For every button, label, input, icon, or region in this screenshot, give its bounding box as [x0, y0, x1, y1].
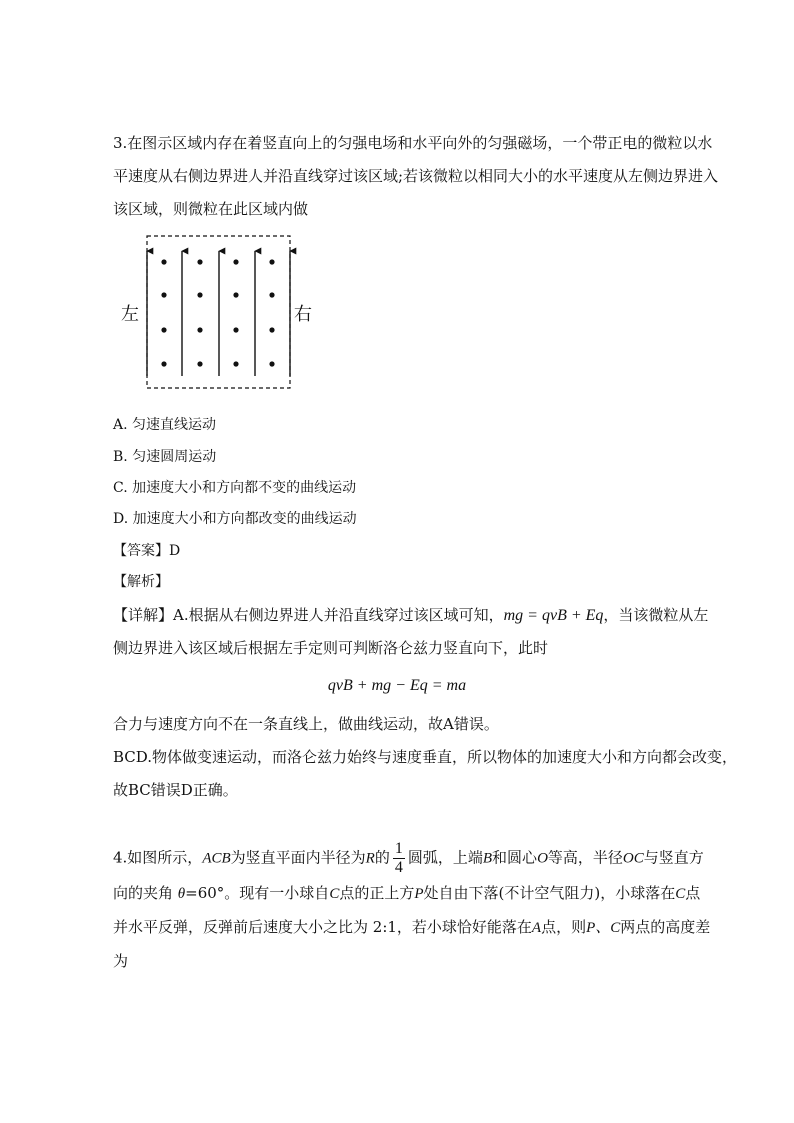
q4-text: 点，则	[541, 918, 587, 936]
q4-text: 圆弧，上端	[407, 848, 483, 867]
field-dot	[161, 292, 166, 297]
q4-text: 4.如图所示，	[113, 848, 203, 867]
field-dot	[197, 327, 202, 332]
q4-text: 两点的高度差	[620, 918, 711, 936]
equation-1: mg = qvB + Eq	[503, 607, 604, 624]
q4-var-theta: θ	[177, 886, 186, 902]
detail-suffix: ，当该微粒从左	[603, 606, 709, 624]
fraction-denominator: 4	[394, 859, 403, 876]
option-c: C. 加速度大小和方向都不变的曲线运动	[113, 480, 357, 496]
left-label: 左	[121, 304, 139, 325]
option-a: A. 匀速直线运动	[113, 417, 217, 433]
field-dot	[233, 292, 238, 297]
quarter-fraction	[393, 840, 405, 877]
field-dot	[197, 361, 202, 366]
q4-var-b: B	[482, 850, 493, 867]
q4-text: 和圆心	[492, 848, 538, 867]
field-dot	[269, 292, 274, 297]
detail-line-1	[113, 599, 709, 632]
q3-stem-line-3: 该区域，则微粒在此区域内做	[113, 200, 309, 218]
fraction-numerator: 1	[394, 840, 403, 857]
q4-text: 处自由下落(不计空气阻力)，小球落在	[423, 884, 676, 902]
q4-var-r: R	[365, 850, 375, 867]
q4-var-a: A	[531, 920, 542, 936]
field-dot	[233, 361, 238, 366]
bcd-line-2: 故BC错误D正确。	[113, 781, 238, 799]
answer-line: 【答案】D	[113, 543, 181, 559]
q4-var-acb: ACB	[202, 850, 231, 867]
option-b: B. 匀速圆周运动	[113, 449, 217, 465]
q3-stem-line-2: 平速度从右侧边界进人并沿直线穿过该区域;若该微粒以相同大小的水平速度从左侧边界进入	[113, 167, 719, 185]
q4-text: 向的夹角	[113, 884, 178, 902]
analysis-title: 【解析】	[113, 574, 169, 590]
field-dot	[161, 327, 166, 332]
q4-text: =60°。现有一小球自	[185, 884, 330, 902]
q4-text: 的	[374, 848, 390, 867]
field-dot	[161, 259, 166, 264]
q3-stem	[113, 127, 719, 226]
magnetic-field-dots	[161, 259, 274, 366]
detail-line-3: 合力与速度方向不在一条直线上，做曲线运动，故A错误。	[113, 715, 499, 733]
field-dot	[233, 327, 238, 332]
field-dot	[197, 259, 202, 264]
q4-text: 点	[685, 884, 701, 902]
q4-var-c: C	[329, 886, 340, 902]
q4-line-1	[113, 840, 704, 877]
q4-line-2	[113, 877, 701, 911]
q4-var-oc: OC	[622, 850, 644, 867]
field-dot	[197, 292, 202, 297]
field-dot	[269, 361, 274, 366]
bcd-line-1: BCD.物体做变速运动，而洛仑兹力始终与速度垂直，所以物体的加速度大小和方向都会改变，	[113, 748, 738, 766]
q4-var-pc: P、C	[586, 920, 621, 936]
detail-prefix: 【详解】A.根据从右侧边界进人并沿直线穿过该区域可知，	[113, 606, 504, 624]
q4-text: 等高，半径	[547, 848, 623, 867]
field-dot	[161, 361, 166, 366]
q3-stem-line-1: 3.在图示区域内存在着竖直向上的匀强电场和水平向外的匀强磁场，一个带正电的微粒以水	[113, 134, 713, 152]
q4-text: 点的正上方	[339, 884, 415, 902]
q4-text: 并水平反弹，反弹前后速度大小之比为 2:1，若小球恰好能落在	[113, 918, 532, 936]
q4-var-c: C	[675, 886, 686, 902]
q4-text: 为竖直平面内半径为	[230, 848, 366, 867]
electric-field-lines	[147, 251, 290, 376]
field-dot	[269, 327, 274, 332]
detail-block-2	[113, 708, 738, 807]
q4-stem	[113, 840, 711, 978]
field-dot	[233, 259, 238, 264]
field-figure	[113, 226, 323, 396]
q4-var-p: P	[414, 886, 424, 902]
q4-text: 与竖直方	[643, 848, 704, 867]
q4-line-3	[113, 911, 711, 945]
detail-line-2: 侧边界进入该区域后根据左手定则可判断洛仑兹力竖直向下，此时	[113, 639, 549, 657]
option-d: D. 加速度大小和方向都改变的曲线运动	[113, 511, 357, 527]
equation-2: qvB + mg − Eq = ma	[327, 677, 467, 694]
right-label: 右	[294, 304, 312, 325]
q4-line-4: 为	[113, 952, 129, 970]
field-dot	[269, 259, 274, 264]
q4-var-o: O	[537, 850, 548, 867]
detail-block	[113, 599, 709, 665]
